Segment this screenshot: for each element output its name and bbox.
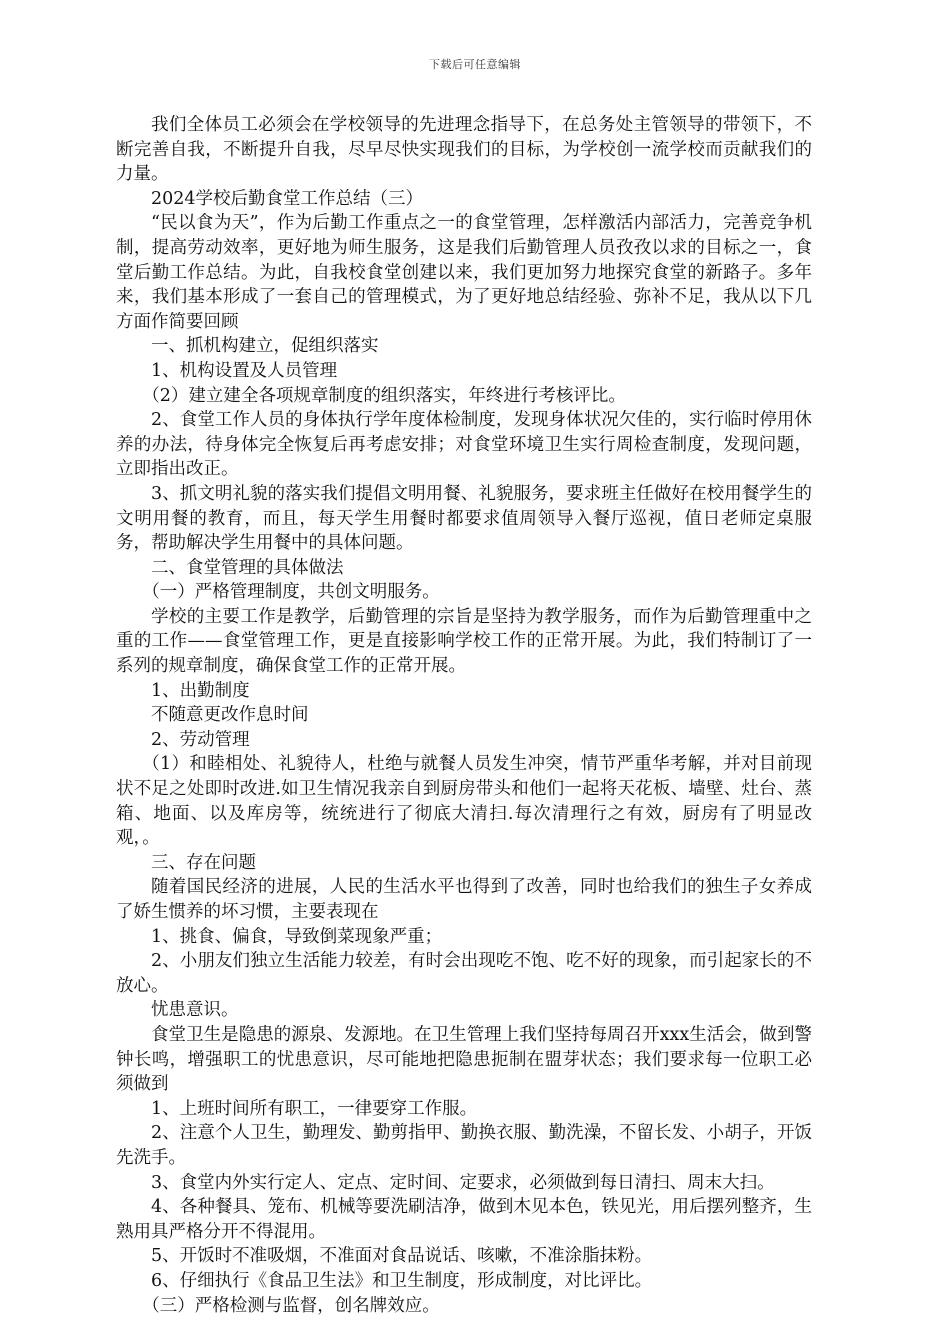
paragraph: 我们全体员工必须会在学校领导的先进理念指导下，在总务处主管领导的带领下，不断完善自我，不断提升自我，尽早尽快实现我们的目标，为学校创一流学校而贡献我们的力量。 <box>116 115 812 185</box>
paragraph: （1）和睦相处、礼貌待人，杜绝与就餐人员发生冲突，情节严重华考解，并对目前现状不足之处即时改进.如卫生情况我亲自到厨房带头和他们一起将天花板、墙壁、灶台、蒸箱、地面、以及库房等，统统进行了彻底大清扫.每次清理行之有效，厨房有了明显改观，。 <box>116 754 812 849</box>
heading-level-3: 2、劳动管理 <box>151 729 250 750</box>
list-item: 5、开饭时不准吸烟，不准面对食品说话、咳嗽，不准涂脂抹粉。 <box>151 1246 653 1267</box>
list-item: 3、食堂内外实行定人、定点、定时间、定要求，必须做到每日清扫、周末大扫。 <box>151 1172 775 1193</box>
list-item: 1、上班时间所有职工，一律要穿工作服。 <box>151 1098 478 1119</box>
paragraph: 随着国民经济的进展，人民的生活水平也得到了改善，同时也给我们的独生子女养成了娇生惯养的坏习惯，主要表现在 <box>116 877 812 922</box>
heading-level-2: 1、机构设置及人员管理 <box>151 360 338 381</box>
paragraph: （2）建立建全各项规章制度的组织落实，年终进行考核评比。 <box>142 385 626 406</box>
page-header: 下载后可任意编辑 <box>429 58 521 71</box>
paragraph: “民以食为天”，作为后勤工作重点之一的食堂管理，怎样激活内部活力，完善竞争机制，提高劳动效率，更好地为师生服务，这是我们后勤管理人员孜孜以求的目标之一，食堂后勤工作总结。为此，自我校食堂创建以来，我们更加努力地探究食堂的新路子。多年来，我们基本形成了一套自己的管理模式，为了更好地总结经验、弥补不足，我从以下几方面作简要回顾 <box>116 213 812 332</box>
list-item: 2、注意个人卫生，勤理发、勤剪指甲、勤换衣服、勤洗澡，不留长发、小胡子，开饭先洗手。 <box>116 1123 812 1168</box>
section-title: 2024学校后勤食堂工作总结（三） <box>151 188 424 209</box>
paragraph: 学校的主要工作是教学，后勤管理的宗旨是坚持为教学服务，而作为后勤管理重中之重的工作——食堂管理工作，更是直接影响学校工作的正常开展。为此，我们特制订了一系列的规章制度，确保食堂工作的正常开展。 <box>116 606 812 677</box>
paragraph: 3、抓文明礼貌的落实我们提倡文明用餐、礼貌服务，要求班主任做好在校用餐学生的文明用餐的教育，而且，每天学生用餐时都要求值周领导入餐厅巡视，值日老师定桌服务，帮助解决学生用餐中的具体问题。 <box>116 483 812 554</box>
heading-level-1: 二、食堂管理的具体做法 <box>151 557 344 578</box>
heading-level-1: 一、抓机构建立，促组织落实 <box>151 336 379 357</box>
paragraph: 忧患意识。 <box>151 1000 239 1021</box>
list-item: 1、挑食、偏食，导致倒菜现象严重； <box>151 926 443 947</box>
paragraph: 2、食堂工作人员的身体执行学年度体检制度，发现身体状况欠佳的，实行临时停用休养的办法，待身体完全恢复后再考虑安排；对食堂环境卫生实行周检查制度，发现问题，立即指出改正。 <box>116 410 812 480</box>
paragraph: 食堂卫生是隐患的源泉、发源地。在卫生管理上我们坚持每周召开xxx生活会，做到警钟长鸣，增强职工的忧患意识，尽可能地把隐患扼制在盟芽状态；我们要求每一位职工必须做到 <box>116 1024 812 1095</box>
list-item: 6、仔细执行《食品卫生法》和卫生制度，形成制度，对比评比。 <box>151 1270 653 1291</box>
document-body <box>116 113 812 1318</box>
heading-level-2: （一）严格管理制度，共创文明服务。 <box>142 582 440 603</box>
list-item: 4、各种餐具、笼布、机械等要洗刷洁净，做到木见本色，铁见光，用后摆列整齐，生熟用具严格分开不得混用。 <box>116 1197 812 1242</box>
heading-level-3: 1、出勤制度 <box>151 680 250 701</box>
heading-level-2: （三）严格检测与监督，创名牌效应。 <box>142 1295 440 1316</box>
heading-level-1: 三、存在问题 <box>151 852 256 873</box>
list-item: 2、小朋友们独立生活能力较差，有时会出现吃不饱、吃不好的现象，而引起家长的不放心。 <box>116 951 812 996</box>
paragraph: 不随意更改作息时间 <box>151 705 309 726</box>
